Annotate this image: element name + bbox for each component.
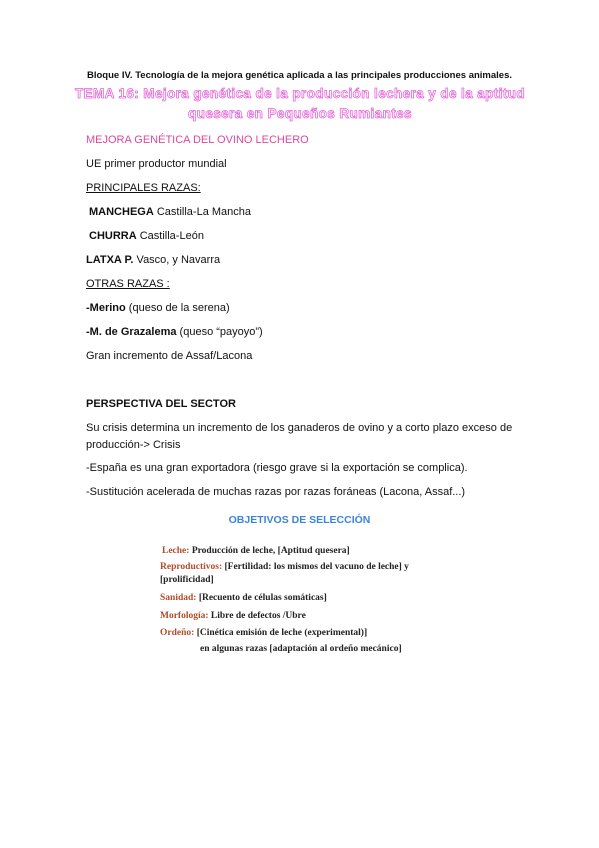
objetivo-label: Sanidad: [160, 593, 197, 603]
section-title-perspectiva: PERSPECTIVA DEL SECTOR [86, 398, 236, 410]
objetivo-item [160, 628, 367, 638]
objetivos-title: OBJETIVOS DE SELECCIÓN [228, 514, 371, 526]
principales-heading: PRINCIPALES RAZAS: [86, 182, 201, 194]
assaf-line: Gran incremento de Assaf/Lacona [86, 350, 253, 362]
raza-region: Vasco, y Navarra [136, 254, 221, 266]
otra-raza-item [86, 302, 230, 314]
tema-title: TEMA 16: Mejora genética de la producción lechera y de la aptitud quesera en Pequeños Rumiantes [74, 86, 526, 121]
objetivo-item [200, 644, 402, 654]
objetivo-text: Libre de defectos /Ubre [208, 611, 306, 621]
objetivo-text: [prolificidad] [160, 575, 214, 585]
objetivo-text: [Recuento de células somáticas] [196, 593, 327, 603]
raza-name: MANCHEGA [89, 206, 154, 218]
raza-item [86, 254, 220, 266]
objetivo-text: [Cinética emisión de leche (experimental)] [194, 628, 368, 638]
objetivo-label: Leche: [162, 546, 190, 556]
raza-item [89, 230, 204, 242]
raza-name: CHURRA [89, 230, 137, 242]
otra-raza-name: -M. de Grazalema [86, 326, 177, 338]
otra-raza-detail: (queso “payoyo”) [179, 326, 263, 338]
objetivo-item [160, 611, 306, 621]
objetivo-text: [Fertilidad: los mismos del vacuno de leche] y [222, 562, 409, 572]
raza-region: Castilla-León [139, 230, 204, 242]
objetivo-item [160, 575, 214, 585]
objetivo-item [160, 593, 327, 603]
ue-line: UE primer productor mundial [86, 158, 227, 170]
perspectiva-paragraph-1: Su crisis determina un incremento de los ganaderos de ovino y a corto plazo exceso de producción-> Crisis [86, 422, 513, 451]
objetivo-label: Morfología: [160, 611, 209, 621]
perspectiva-paragraph-3: -Sustitución acelerada de muchas razas por razas foráneas (Lacona, Assaf...) [86, 486, 466, 498]
objetivo-item [160, 562, 409, 572]
otras-heading: OTRAS RAZAS : [86, 278, 170, 290]
perspectiva-paragraph-2: -España es una gran exportadora (riesgo grave si la exportación se complica). [86, 462, 468, 474]
objetivo-text: Producción de leche, [Aptitud quesera] [189, 546, 350, 556]
objetivo-text: en algunas razas [adaptación al ordeño mecánico] [200, 644, 402, 654]
raza-item [89, 206, 251, 218]
otra-raza-detail: (queso de la serena) [128, 302, 230, 314]
objetivo-item [162, 546, 350, 556]
raza-name: LATXA P. [86, 254, 134, 266]
objetivo-label: Ordeño: [160, 628, 195, 638]
raza-region: Castilla-La Mancha [156, 206, 251, 218]
otra-raza-name: -Merino [86, 302, 126, 314]
section-title-ovino: MEJORA GENÉTICA DEL OVINO LECHERO [86, 134, 309, 146]
otra-raza-item [86, 326, 263, 338]
objetivo-label: Reproductivos: [160, 562, 223, 572]
bloque-header: Bloque IV. Tecnología de la mejora genética aplicada a las principales producciones animales. [86, 70, 512, 81]
